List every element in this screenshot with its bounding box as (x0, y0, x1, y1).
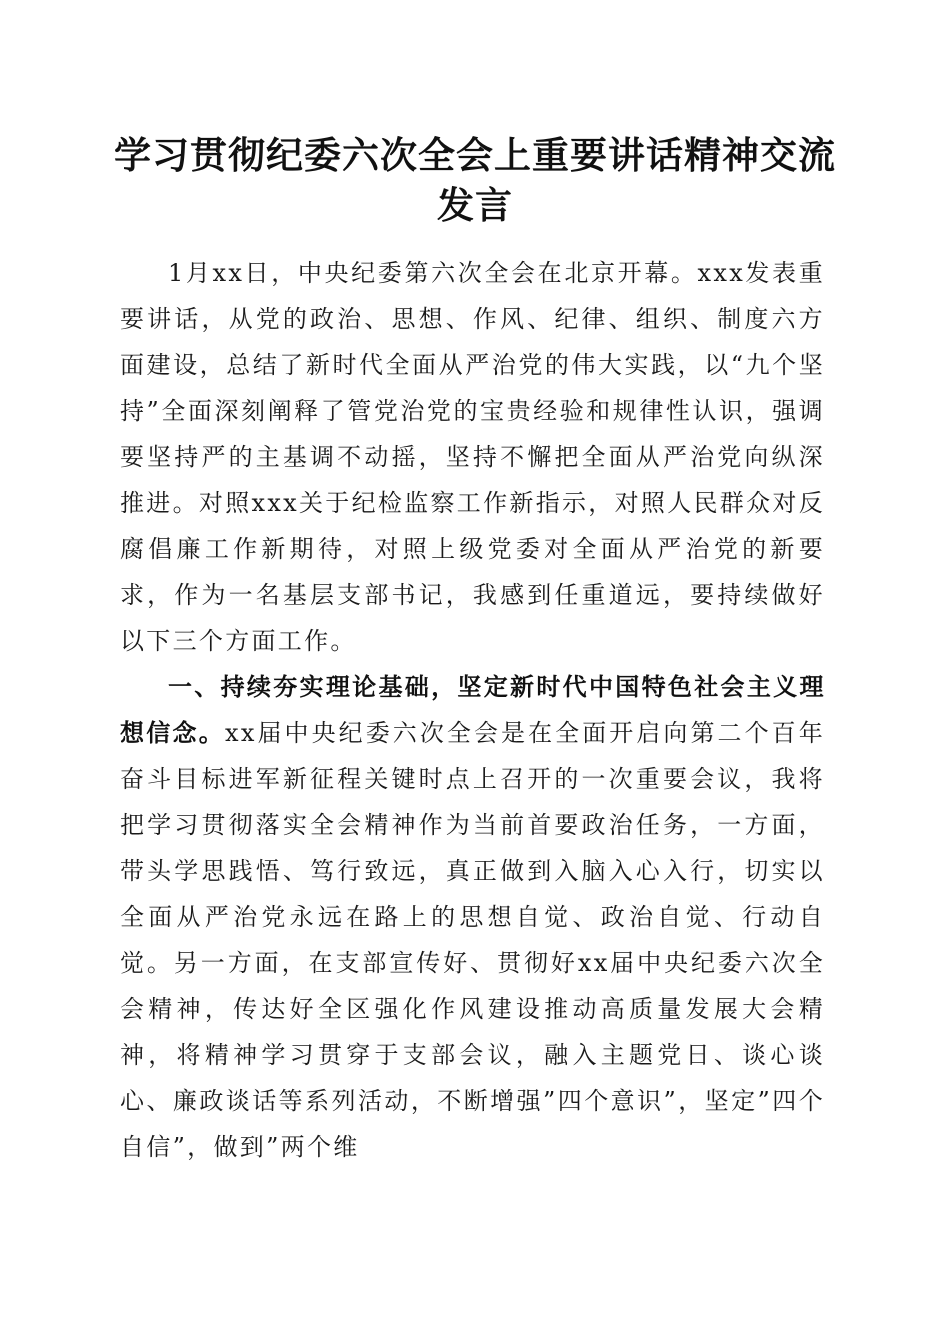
section-one-heading: 一、持续夯实理论基础，坚定新时代中国特色社会主义理想信念。 (120, 673, 825, 747)
document-title: 学习贯彻纪委六次全会上重要讲话精神交流发言 (114, 133, 836, 227)
section-one-text: xx届中央纪委六次全会是在全面开启向第二个百年奋斗目标进军新征程关键时点上召开的一次重要会议，我将把学习贯彻落实全会精神作为当前首要政治任务，一方面，带头学思践悟、笃行致远，真正做到入脑入心入行，切实以全面从严治党永远在路上的思想自觉、政治自觉、行动自觉。另一方面，在支部宣传好、贯彻好xx届中央纪委六次全会精神，传达好全区强化作风建设推动高质量发展大会精神，将精神学习贯穿于支部会议，融入主题党日、谈心谈心、廉政谈话等系列活动，不断增强”四个意识”，坚定”四个自信”，做到”两个维 (120, 719, 826, 1161)
intro-paragraph (120, 250, 825, 664)
document-body (120, 250, 825, 1170)
section-one-paragraph (120, 664, 825, 1170)
intro-paragraph-text: 1月xx日，中央纪委第六次全会在北京开幕。xxx发表重要讲话，从党的政治、思想、作风、纪律、组织、制度六方面建设，总结了新时代全面从严治党的伟大实践，以“九个坚持”全面深刻阐释了管党治党的宝贵经验和规律性认识，强调要坚持严的主基调不动摇，坚持不懈把全面从严治党向纵深推进。对照xxx关于纪检监察工作新指示，对照人民群众对反腐倡廉工作新期待，对照上级党委对全面从严治党的新要求，作为一名基层支部书记，我感到任重道远，要持续做好以下三个方面工作。 (120, 259, 826, 655)
